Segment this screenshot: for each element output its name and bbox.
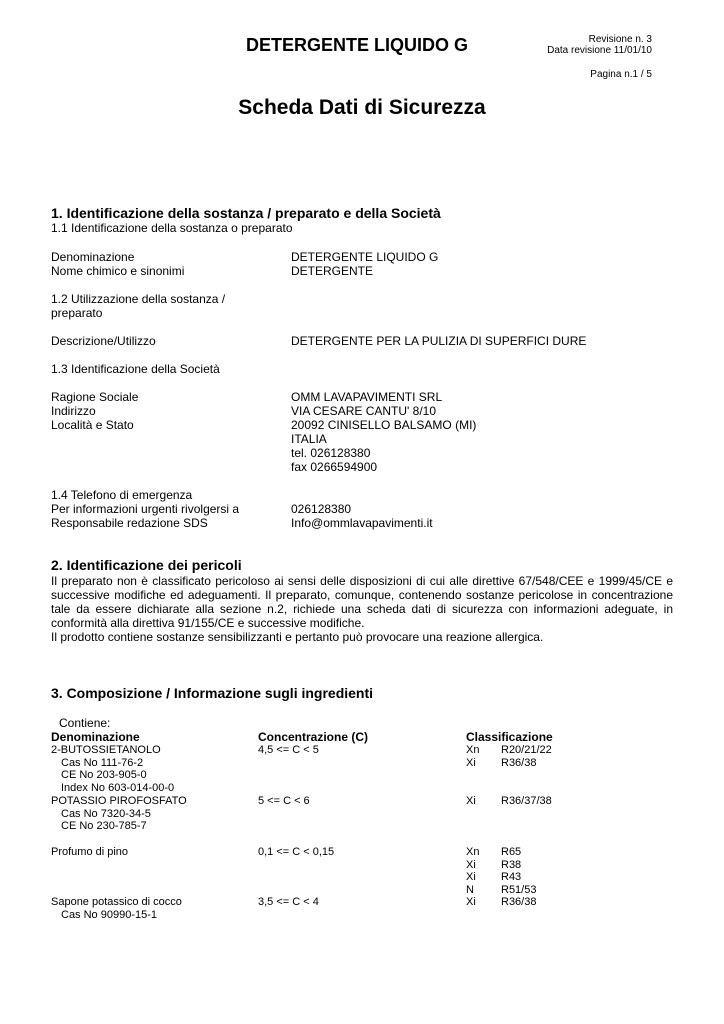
ingredient-name: Profumo di pino xyxy=(51,846,129,858)
hazard-symbol: Xi xyxy=(466,896,476,908)
ingredient-concentration: 0,1 <= C < 0,15 xyxy=(258,846,335,858)
ingredient-cas: Cas No 90990-15-1 xyxy=(61,908,158,921)
header-revision-date: Data revisione 11/01/10 xyxy=(547,45,652,56)
fax-value: fax 0266594900 xyxy=(291,460,378,474)
ingredient-cas: Cas No 7320-34-5 xyxy=(61,807,151,820)
section-1-2-subheading-cont: preparato xyxy=(51,306,103,320)
hazard-paragraph: Il preparato non è classificato pericoloso ai sensi delle disposizioni di cui alle direttive 67/548/CEE e 1999/45/CE e successive modifiche ed adeguamenti. Il preparato, comunque, contenendo sostanze pericolose in concentrazione tale da essere dichiarate alla sezione n.2, richiede una scheda dati di sicurezza con informazioni adeguate, in conformità alla direttiva 91/155/CE e successive modifiche. xyxy=(51,574,673,630)
ingredient-ce: CE No 230-785-7 xyxy=(61,820,147,832)
hazard-symbol: Xi xyxy=(466,858,476,871)
ingredient-name: POTASSIO PIROFOSFATO xyxy=(51,795,187,807)
denominazione-value: DETERGENTE LIQUIDO G xyxy=(291,250,439,264)
contiene-label: Contiene: xyxy=(59,716,111,730)
indirizzo-value: VIA CESARE CANTU' 8/10 xyxy=(291,404,437,418)
col-header-concentrazione: Concentrazione (C) xyxy=(258,730,369,744)
ingredient-concentration: 4,5 <= C < 5 xyxy=(258,744,319,756)
ingredient-cas: Cas No 111-76-2 xyxy=(61,756,144,769)
descrizione-label: Descrizione/Utilizzo xyxy=(51,334,156,348)
ingredient-index: Index No 603-014-00-0 xyxy=(61,781,175,794)
telefono-value: tel. 026128380 xyxy=(291,446,371,460)
denominazione-label: Denominazione xyxy=(51,250,135,264)
header-product-name: DETERGENTE LIQUIDO G xyxy=(246,35,469,55)
hazard-symbol: Xi xyxy=(466,795,476,807)
header-page-number: Pagina n.1 / 5 xyxy=(590,69,652,80)
ragione-sociale-label: Ragione Sociale xyxy=(51,390,139,404)
ingredient-name: 2-BUTOSSIETANOLO xyxy=(51,744,161,756)
ingredient-concentration: 5 <= C < 6 xyxy=(258,795,310,807)
ingredient-concentration: 3,5 <= C < 4 xyxy=(258,896,319,908)
indirizzo-label: Indirizzo xyxy=(51,404,96,418)
localita-label: Località e Stato xyxy=(51,418,134,432)
risk-phrase: R20/21/22 xyxy=(501,744,552,756)
hazard-symbol: Xi xyxy=(466,871,476,883)
section-1-heading: 1. Identificazione della sostanza / preparato e della Società xyxy=(51,205,441,221)
stato-value: ITALIA xyxy=(291,432,327,446)
hazard-symbol: Xn xyxy=(466,846,480,858)
risk-phrase: R51/53 xyxy=(501,883,537,896)
section-2-body xyxy=(51,574,673,644)
section-2-heading: 2. Identificazione dei pericoli xyxy=(51,557,242,573)
header-revision: Revisione n. 3 xyxy=(588,34,652,45)
urgenti-label: Per informazioni urgenti rivolgersi a xyxy=(51,502,240,516)
risk-phrase: R43 xyxy=(501,871,522,883)
risk-phrase: R38 xyxy=(501,858,522,871)
responsabile-email: Info@ommlavapavimenti.it xyxy=(291,516,433,530)
col-header-classificazione: Classificazione xyxy=(466,730,553,744)
risk-phrase: R65 xyxy=(501,846,522,858)
section-1-3-subheading: 1.3 Identificazione della Società xyxy=(51,362,220,376)
risk-phrase: R36/37/38 xyxy=(501,795,552,807)
nome-chimico-label: Nome chimico e sinonimi xyxy=(51,264,185,278)
hazard-symbol: N xyxy=(466,883,474,896)
urgenti-value: 026128380 xyxy=(291,502,352,516)
ingredient-name: Sapone potassico di cocco xyxy=(51,896,182,908)
section-3-heading: 3. Composizione / Informazione sugli ingredienti xyxy=(51,685,374,701)
responsabile-label: Responsabile redazione SDS xyxy=(51,516,208,530)
descrizione-value: DETERGENTE PER LA PULIZIA DI SUPERFICI DURE xyxy=(291,334,587,348)
section-1-4-subheading: 1.4 Telefono di emergenza xyxy=(51,488,193,502)
ingredient-ce: CE No 203-905-0 xyxy=(61,769,147,781)
nome-chimico-value: DETERGENTE xyxy=(291,264,374,278)
sensitizer-paragraph: Il prodotto contiene sostanze sensibilizzanti e pertanto può provocare una reazione allergica. xyxy=(51,630,544,644)
risk-phrase: R36/38 xyxy=(501,756,537,769)
hazard-symbol: Xn xyxy=(466,744,480,756)
document-title: Scheda Dati di Sicurezza xyxy=(238,96,486,119)
col-header-denominazione: Denominazione xyxy=(51,730,140,744)
section-1-2-subheading: 1.2 Utilizzazione della sostanza / xyxy=(51,292,226,306)
section-1-1-subheading: 1.1 Identificazione della sostanza o preparato xyxy=(51,221,293,235)
hazard-symbol: Xi xyxy=(466,756,476,769)
ragione-sociale-value: OMM LAVAPAVIMENTI SRL xyxy=(291,390,443,404)
localita-value: 20092 CINISELLO BALSAMO (MI) xyxy=(291,418,477,432)
risk-phrase: R36/38 xyxy=(501,896,537,908)
